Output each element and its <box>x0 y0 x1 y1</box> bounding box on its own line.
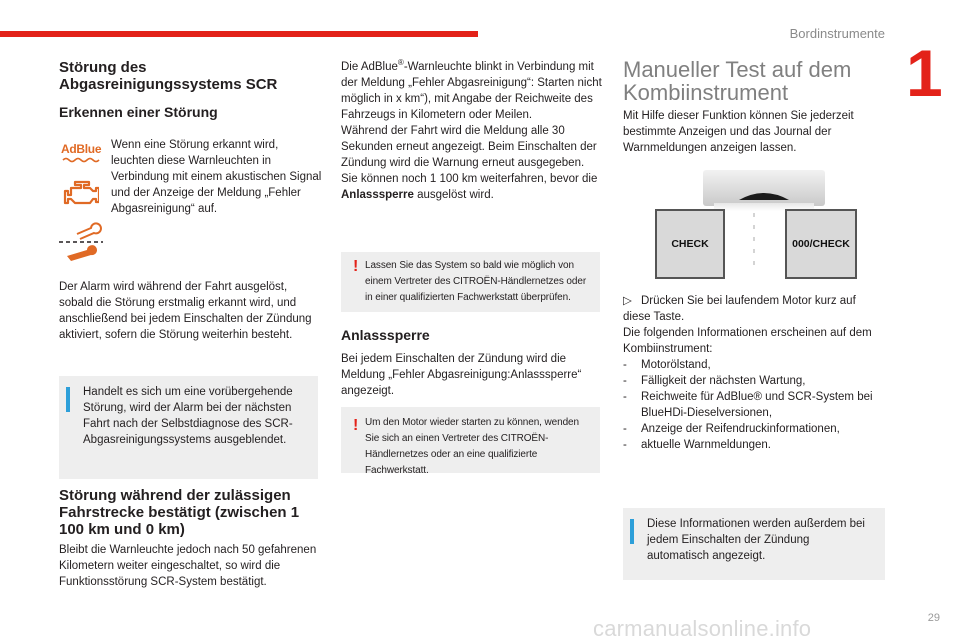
warning-note-1-text: Lassen Sie das System so bald wie möglich von einem Vertreter des CITROËN-Händlernetzes oder in einer qualifizierten Fachwerkstatt überprüfen. <box>365 260 587 303</box>
info-list <box>623 357 885 453</box>
info-icon <box>66 387 70 412</box>
info-note-2-text: Diese Informationen werden außerdem bei jedem Einschalten der Zündung automatisch angezeigt. <box>647 518 865 562</box>
icon-description: Wenn eine Störung erkannt wird, leuchten diese Warnleuchten in Verbindung mit einem akustischen Signal und der Anzeige der Meldung „Fehler Abgasreinigung“ auf. <box>111 139 322 215</box>
paragraph-confirmed: Bleibt die Warnleuchte jedoch nach 50 gefahrenen Kilometern weiter eingeschaltet, so wird die Funktionsstörung SCR-System bestätigt. <box>59 544 317 588</box>
warning-exclamation-icon: ! <box>353 417 359 434</box>
list-intro: Die folgenden Informationen erscheinen auf dem Kombiinstrument: <box>623 327 872 355</box>
info-note-text: Handelt es sich um eine vorübergehende Störung, wird der Alarm bei der nächsten Fahrt nach der Selbstdiagnose des SCR-Abgasreinigungssystems ausgeblendet. <box>83 386 293 446</box>
section-heading-confirmed: Störung während der zulässigen Fahrstrecke bestätigt (zwischen 1 100 km und 0 km) <box>59 487 300 538</box>
paragraph-adblue-warning: Die AdBlue®-Warnleuchte blinkt in Verbindung mit der Meldung „Fehler Abgasreinigung“: Starten nicht möglich in x km“), mit Angabe der Reichweite des Fahrzeugs in Kilometern oder Meilen. Während der Fahrt wird die Meldung alle 30 Sekunden erneut angezeigt. Beim Einschalten der Zündung wird die Warnung erneut ausgegeben. Sie können noch 1 100 km weiterfahren, bevor die Anlasssperre ausgelöst wird. <box>341 58 602 201</box>
check-button[interactable]: CHECK <box>655 209 725 279</box>
check-button-odometer[interactable]: 000/CHECK <box>785 209 857 279</box>
adblue-icon: AdBlue <box>61 142 101 156</box>
info-note <box>59 376 318 479</box>
info-note-2 <box>623 508 885 580</box>
instrument-cluster-illustration <box>703 170 825 206</box>
chapter-number: 1 <box>906 36 943 110</box>
wrench-service-icon <box>59 222 103 264</box>
warning-note-2 <box>341 407 600 476</box>
warning-note-1 <box>341 252 600 312</box>
info-icon <box>630 519 634 544</box>
step-arrow-icon: ▷ <box>623 295 632 307</box>
subheading-start-lock: Anlasssperre <box>341 327 430 343</box>
section-heading-scr: Störung des Abgasreinigungssystems SCR <box>59 59 278 93</box>
subheading-detect: Erkennen einer Störung <box>59 104 218 120</box>
section-heading-manual-test: Manueller Test auf dem Kombiinstrument <box>623 57 852 105</box>
watermark: carmanualsonline.info <box>593 616 812 641</box>
list-item: - Anzeige der Reifendruckinformationen, <box>623 423 840 435</box>
list-item: - Motorölstand, <box>623 359 711 371</box>
engine-warning-icon <box>63 180 99 210</box>
section-title: Bordinstrumente <box>789 26 885 41</box>
list-item: - aktuelle Warnmeldungen. <box>623 439 771 451</box>
warning-note-2-text: Um den Motor wieder starten zu können, wenden Sie sich an einen Vertreter des CITROËN-Händlernetzes oder an eine qualifizierte Fachwerkstatt. <box>365 417 579 476</box>
page-number: 29 <box>927 612 940 624</box>
paragraph-start-lock: Bei jedem Einschalten der Zündung wird die Meldung „Fehler Abgasreinigung:Anlasssperre“ angezeigt. <box>341 353 582 397</box>
warning-exclamation-icon: ! <box>353 258 359 275</box>
step-instruction: ▷ Drücken Sie bei laufendem Motor kurz auf diese Taste. <box>623 295 856 323</box>
list-item: - Fälligkeit der nächsten Wartung, <box>623 375 806 387</box>
paragraph-alarm: Der Alarm wird während der Fahrt ausgelöst, sobald die Störung erstmalig erkannt wird, und anschließend bei jedem Einschalten der Zündung aktiviert, sofern die Störung weiterhin besteht. <box>59 281 312 341</box>
divider-dashes <box>751 213 757 265</box>
list-item: - Reichweite für AdBlue® und SCR-System bei BlueHDi-Dieselversionen, <box>623 391 873 419</box>
paragraph-intro: Mit Hilfe dieser Funktion können Sie jederzeit bestimmte Anzeigen und das Journal der Warnmeldungen anzeigen lassen. <box>623 110 854 154</box>
header-red-bar <box>0 31 478 37</box>
